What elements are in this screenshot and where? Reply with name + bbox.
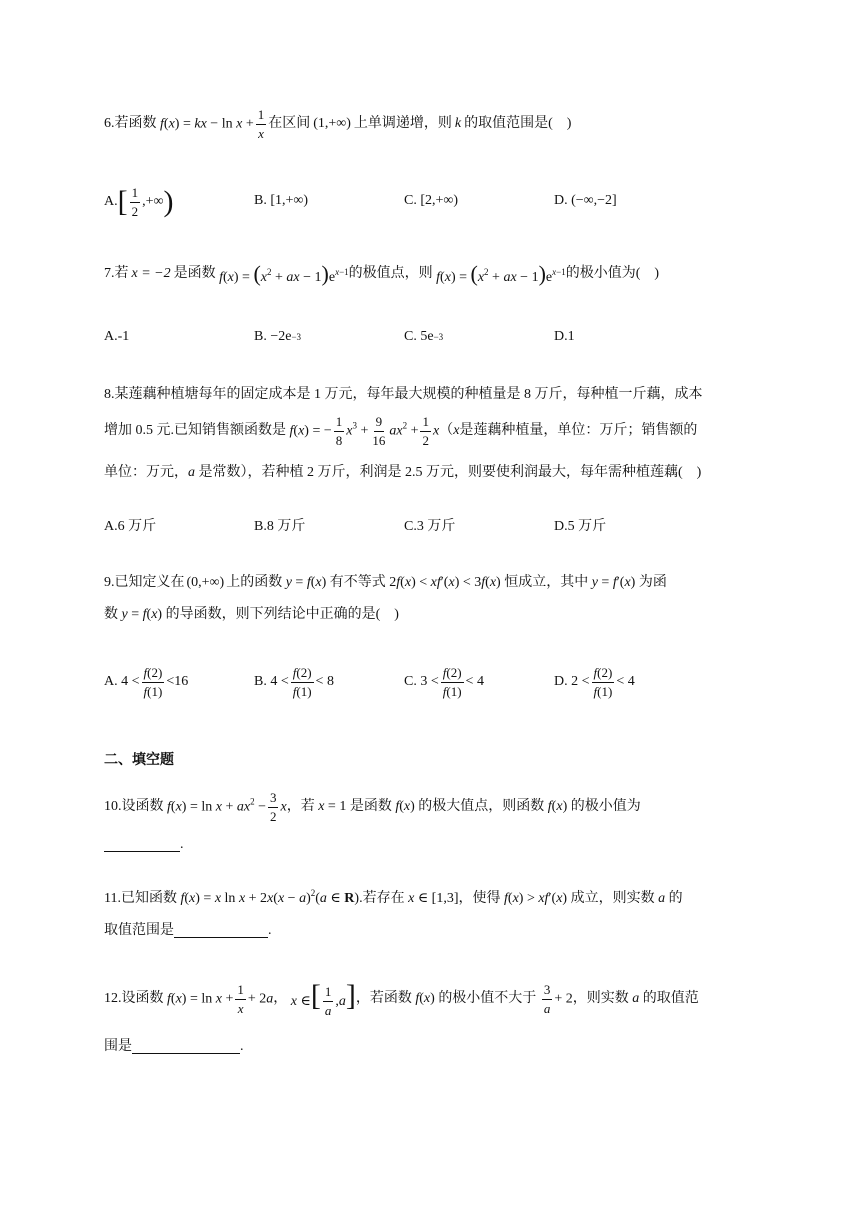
- option-b: B. 4 < $\frac{f(2)}{f(1)}$ < 8: [254, 665, 334, 699]
- option-label: B.: [254, 674, 267, 690]
- stem-text: 在区间: [268, 116, 311, 131]
- upper-bound: 4: [476, 674, 484, 690]
- option-label: A.: [104, 194, 118, 210]
- period: .: [268, 923, 272, 938]
- range: x ∈[ $\frac{1}{a}$ ,a]: [290, 978, 356, 1018]
- stem-text: 是函数: [173, 266, 216, 281]
- inequality: 2f(x) < xf′(x) < 3f(x): [385, 575, 505, 590]
- formula-f: f(x) = x $\ln x + 2x(x - a)^2(a$ ∈ R): [180, 888, 360, 906]
- question-number: 11.: [104, 891, 121, 906]
- lower-bound: 2: [571, 674, 579, 690]
- question-number: 12.: [104, 991, 122, 1006]
- option-label: A.: [104, 674, 118, 690]
- option-label: C.: [404, 329, 417, 344]
- question-10-line-2: [104, 838, 764, 852]
- option-b: B.8 万斤: [254, 519, 306, 534]
- stem-text: 是函数: [349, 799, 392, 814]
- period: .: [240, 1039, 244, 1054]
- formula-derivative: y = f′(x): [591, 575, 639, 590]
- option-label: C.: [404, 674, 417, 690]
- stem-text: .若存在: [359, 891, 405, 906]
- stem-text: 的极小值为( ): [565, 266, 660, 281]
- formula-f: $f(x) = \ln x + ax^2$ − $\frac{3}{2}$ x: [167, 789, 287, 824]
- option-a: A. 4 < $\frac{f(2)}{f(1)}$ < 16: [104, 665, 189, 699]
- stem-text: 的: [668, 891, 683, 906]
- option-d: D.5 万斤: [554, 519, 607, 534]
- question-11-line-2: [104, 924, 764, 938]
- question-number: 10.: [104, 799, 122, 814]
- stem-text: 设函数: [121, 799, 164, 814]
- interval: (1,+∞): [313, 116, 351, 131]
- stem-text: 已知函数: [120, 891, 177, 906]
- stem-text: 的极小值不大于: [438, 991, 537, 1006]
- stem-text: 若函数: [114, 116, 157, 131]
- formula-y: y = f(x): [121, 607, 166, 622]
- formula-f: f(x): [395, 799, 419, 814]
- bracket: ): [163, 185, 174, 219]
- stem-text: 数: [104, 607, 118, 622]
- question-8-line-2: 增加 0.5 元.已知销售额函数是 f(x) = − $\frac{1}{8}$ $x^3$ + $\frac{9}{16}$ $ax^2$ + $\frac{1}{2}$ x （ x 是莲藕种植量，单位：万斤；销售额的: [104, 413, 698, 448]
- option-c: C.3 万斤: [404, 519, 456, 534]
- option-c: C. 3 < $\frac{f(2)}{f(1)}$ < 4: [404, 665, 484, 699]
- stem-text: 设函数: [121, 991, 164, 1006]
- question-9-line-2: [104, 608, 764, 622]
- question-number: 7.: [104, 266, 115, 281]
- question-10-line-1: [104, 789, 764, 824]
- question-8-line-3: 单位：万元， a 是常数），若种植 2 万斤，利润是 2.5 万元，则要使利润最大，每年需种植莲藕( ): [104, 465, 702, 480]
- option-a: A. [ $\frac{1}{2}$ ,+∞ ): [104, 185, 174, 219]
- fraction: $\frac{1}{x}$: [257, 106, 265, 141]
- stem-text: 的取值范围是( ): [464, 116, 572, 131]
- stem-text: 增加 0.5 元.已知销售额函数是: [104, 423, 286, 438]
- stem-text: 有不等式: [329, 575, 386, 590]
- condition: x = −2: [131, 266, 171, 281]
- formula-f: $f(x) = (x^2$ + ax − $1)e^{x-1}$: [219, 261, 349, 286]
- formula-f: f(x): [415, 991, 439, 1006]
- stem-text: 取值范围是: [104, 923, 174, 938]
- formula-f: f(x) = kx − ln x + $\frac{1}{x}$: [160, 106, 265, 141]
- option-b: B. −2e −3: [254, 329, 302, 344]
- option-a: A.-1: [104, 329, 130, 344]
- question-8-line-1: 8.某莲藕种植塘每年的固定成本是 1 万元，每年最大规模的种植量是 8 万斤，每种植一斤藕，成本: [104, 387, 703, 402]
- section-heading: 二、填空题: [104, 751, 174, 767]
- upper-bound: 8: [326, 674, 334, 690]
- question-11-line-1: 11. 已知函数 f(x) = x $\ln x + 2x(x - a)^2(a$ ∈ R) .若存在 x ∈ [1,3] ，使得 f(x) > xf′(x) 成立，则实数 a 的: [104, 888, 683, 906]
- inequality: f(x) > xf′(x): [504, 891, 571, 906]
- answer-blank[interactable]: [132, 1041, 240, 1054]
- option-d: D.1: [554, 329, 575, 344]
- stem-text: ，使得: [458, 891, 501, 906]
- lower-bound: 3: [420, 674, 428, 690]
- formula-sales: f(x) = − $\frac{1}{8}$ $x^3$ + $\frac{9}{16}$ $ax^2$ + $\frac{1}{2}$ x: [289, 413, 440, 448]
- stem-text: 是莲藕种植量，单位：万斤；销售额的: [459, 423, 698, 438]
- stem-text: 的极小值为: [570, 799, 641, 814]
- question-7-stem: [104, 261, 764, 286]
- question-12-line-2: [104, 1040, 764, 1054]
- question-9-line-1: [104, 576, 764, 590]
- stem-text: （: [439, 423, 454, 438]
- answer-blank[interactable]: [174, 925, 268, 938]
- question-number: 6.: [104, 116, 115, 131]
- option-label: D.: [554, 674, 568, 690]
- stem-text: 的导函数，则下列结论中正确的是( ): [165, 607, 399, 622]
- answer-blank[interactable]: [104, 839, 180, 852]
- question-6-stem: [104, 106, 764, 141]
- question-12-line-1: 12. 设函数 f(x) = ln x + $\frac{1}{x}$ + 2a ， x ∈[ $\frac{1}{a}$ ,a] ，若函数 f(x) 的极小值不大于 $\frac{3}{a}$ + 2 ，则实数 a 的取值范: [104, 978, 699, 1018]
- question-number: 9.: [104, 575, 115, 590]
- formula-y: y = f(x): [285, 575, 330, 590]
- option-c: C. [2,+∞): [404, 193, 459, 208]
- option-d: D. 2 < $\frac{f(2)}{f(1)}$ < 4: [554, 665, 635, 699]
- bracket: [: [117, 185, 128, 219]
- stem-text: 成立，则实数: [570, 891, 655, 906]
- option-c: C. 5e −3: [404, 329, 444, 344]
- stem-text: 围是: [104, 1039, 132, 1054]
- upper-bound: 16: [174, 674, 189, 690]
- upper-bound: 4: [627, 674, 635, 690]
- stem-text: 的极大值点，则函数: [418, 799, 545, 814]
- formula-f: f(x) = ln x + $\frac{1}{x}$ + 2a: [167, 981, 274, 1016]
- period: .: [180, 837, 184, 852]
- condition: x = 1: [318, 799, 350, 814]
- stem-text: 是常数），若种植 2 万斤，利润是 2.5 万元，则要使利润最大，每年需种植莲藕( ): [198, 465, 702, 480]
- bound-expression: $\frac{3}{a}$ + 2: [543, 981, 573, 1016]
- option-a: A.6 万斤: [104, 519, 157, 534]
- stem-text: 恒成立，其中: [504, 575, 589, 590]
- option-label: B.: [254, 329, 267, 344]
- stem-text: 上单调递增，则: [353, 116, 452, 131]
- formula-f: $f(x) = (x^2$ + ax − $1)e^{x-1}$: [436, 261, 566, 286]
- domain: (0,+∞): [186, 575, 225, 590]
- stem-text: ，若: [286, 799, 315, 814]
- variable-k: k: [454, 116, 462, 131]
- stem-text: ，若函数: [355, 991, 412, 1006]
- lower-bound: 4: [270, 674, 278, 690]
- lower-bound: 4: [121, 674, 129, 690]
- stem-text: 单位：万元，: [104, 465, 188, 480]
- fraction: $\frac{1}{2}$: [131, 185, 139, 219]
- formula-f: f(x): [547, 799, 571, 814]
- stem-text: 若: [114, 266, 129, 281]
- option-d: D. (−∞,−2]: [554, 193, 617, 208]
- stem-text: ，则实数: [572, 991, 629, 1006]
- stem-text: 上的函数: [226, 575, 283, 590]
- option-b: B. [1,+∞): [254, 193, 309, 208]
- stem-text: 的极值点，则: [348, 266, 433, 281]
- range: x ∈ [1,3]: [408, 891, 459, 906]
- stem-text: 的取值范: [642, 991, 699, 1006]
- stem-text: 为函: [638, 575, 667, 590]
- stem-text: 已知定义在: [114, 575, 185, 590]
- stem-text: ，: [273, 991, 288, 1006]
